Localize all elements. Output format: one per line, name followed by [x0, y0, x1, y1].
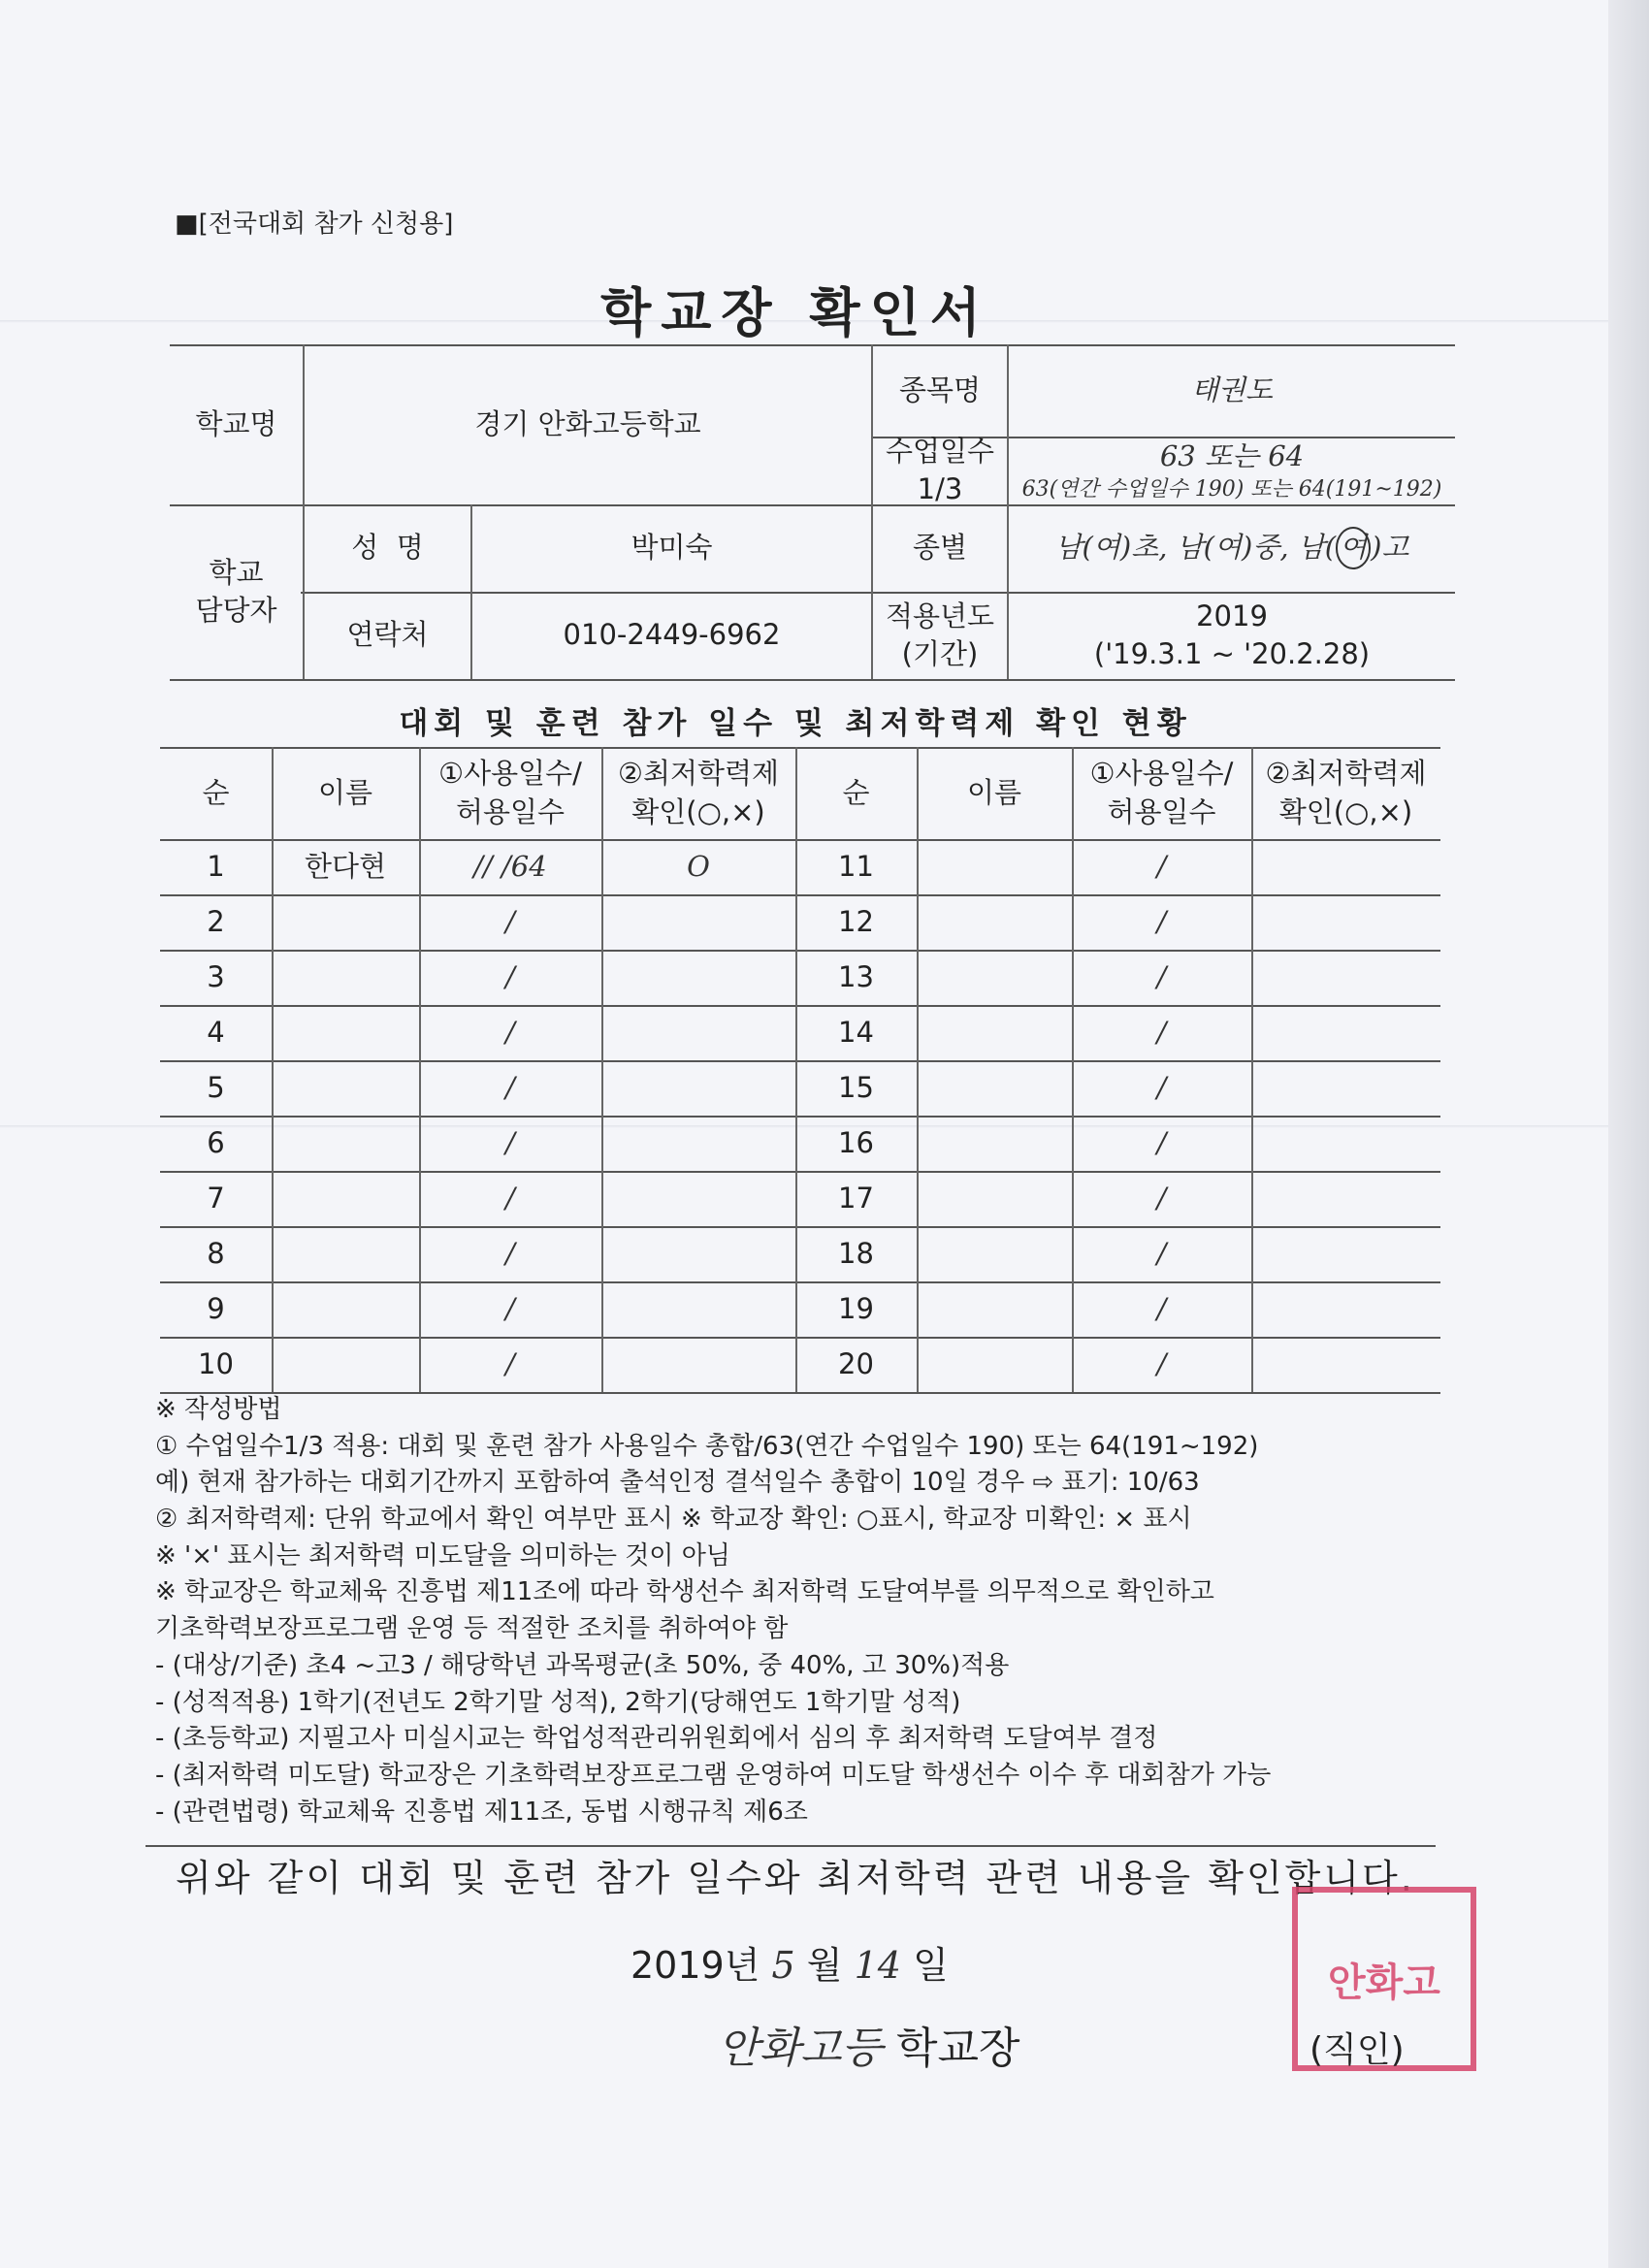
table-header-cell: ②최저학력제 확인(○,×): [1265, 757, 1427, 828]
table-cell-name: [917, 1005, 1072, 1060]
table-cell-no: 5: [207, 1070, 225, 1104]
table-cell-days: /: [505, 959, 515, 993]
table-header-cell: 이름: [966, 775, 1022, 809]
note-line: - (초등학교) 지필고사 미실시교는 학업성적관리위원회에서 심의 후 최저학력 도달여부 결정: [155, 1724, 1158, 1754]
table-header-cell: ②최저학력제 확인(○,×): [617, 757, 780, 828]
table-cell-name: [272, 1171, 419, 1226]
table-header-cell: ①사용일수/ 허용일수: [438, 757, 582, 828]
table-cell-name: [917, 1116, 1072, 1171]
note-line: ※ '×' 표시는 최저학력 미도달을 의미하는 것이 아님: [155, 1540, 730, 1571]
classdays-label: [873, 434, 1007, 505]
school-handwritten: 안화고등: [718, 2024, 884, 2073]
manager-label: 학교 담당자: [195, 555, 277, 627]
table-cell-name: [272, 1116, 419, 1171]
table-header-cell: 순: [202, 775, 230, 809]
classdays-label-1: 수업일수: [885, 434, 995, 468]
gender-label: 종별: [912, 531, 968, 565]
table-cell-days: /: [1156, 959, 1167, 993]
notes-divider: [146, 1845, 1436, 1847]
principal-title: 학교장: [896, 2024, 1020, 2073]
table-cell-name: [917, 839, 1072, 894]
note-line: - (관련법령) 학교체육 진흥법 제11조, 동법 시행규칙 제6조: [155, 1797, 808, 1827]
sport-value: 태권도: [1190, 373, 1274, 406]
table-cell-days: /: [505, 1015, 515, 1049]
table-cell-no: 20: [838, 1346, 874, 1380]
table-cell-days: /: [505, 1346, 515, 1380]
table-cell-days: /: [505, 1181, 515, 1215]
table-cell-no: 15: [838, 1070, 874, 1104]
contact-label: 연락처: [346, 618, 429, 652]
date-month-unit: 월: [806, 1944, 843, 1987]
table-cell-name: [917, 1226, 1072, 1281]
table-cell-check: [601, 1116, 795, 1171]
table-cell-name: [272, 950, 419, 1005]
table-cell-check: [601, 950, 795, 1005]
table-cell-name: [917, 1281, 1072, 1337]
table-cell-check: [601, 1005, 795, 1060]
gender-value-b: )고: [1371, 531, 1409, 565]
school-label: 학교명: [195, 406, 277, 440]
table-cell-name: [272, 1005, 419, 1060]
table-cell-no: 4: [207, 1015, 225, 1049]
note-line: - (대상/기준) 초4 ~고3 / 해당학년 과목평균(초 50%, 중 40%, 고 30%)적용: [155, 1650, 1010, 1680]
table-cell-no: 8: [207, 1236, 225, 1270]
table-cell-check: O: [687, 849, 710, 883]
table-cell-days: /: [1156, 1291, 1167, 1325]
date-day: 14: [854, 1944, 901, 1987]
note-line: ① 수업일수1/3 적용: 대회 및 훈련 참가 사용일수 총합/63(연간 수업일수 190) 또는 64(191~192): [155, 1431, 1259, 1461]
table-cell-name: [272, 894, 419, 950]
table-cell-days: /: [1156, 1346, 1167, 1380]
table-cell-no: 1: [207, 849, 225, 883]
table-cell-name: [917, 1337, 1072, 1392]
table-cell-check: [1251, 1337, 1440, 1392]
table-cell-name: [917, 950, 1072, 1005]
table-header-cell: ①사용일수/ 허용일수: [1089, 757, 1234, 828]
table-cell-check: [1251, 1171, 1440, 1226]
date-month: 5: [771, 1944, 795, 1987]
seal-label: (직인): [1310, 2030, 1405, 2070]
table-cell-check: [1251, 894, 1440, 950]
note-line: - (성적적용) 1학기(전년도 2학기말 성적), 2학기(당해연도 1학기말 성적): [155, 1687, 961, 1717]
table-cell-check: [1251, 1116, 1440, 1171]
table-cell-name: [272, 1060, 419, 1116]
table-cell-days: /: [1156, 1125, 1167, 1159]
note-line: 기초학력보장프로그램 운영 등 적절한 조치를 취하여야 함: [155, 1614, 789, 1644]
table-cell-no: 18: [838, 1236, 874, 1270]
sport-label: 종목명: [898, 373, 982, 406]
table-cell-no: 3: [207, 959, 225, 993]
table-cell-days: /: [505, 1070, 515, 1104]
table-cell-no: 16: [838, 1125, 874, 1159]
table-cell-check: [601, 1171, 795, 1226]
table-cell-name: [272, 1337, 419, 1392]
table-cell-name: [272, 1226, 419, 1281]
table-cell-name: [917, 894, 1072, 950]
closing-statement: 위와 같이 대회 및 훈련 참가 일수와 최저학력 관련 내용을 확인합니다.: [176, 1857, 1415, 1899]
table-cell-check: [601, 894, 795, 950]
classdays-value-1: 63 또는 64: [1159, 438, 1305, 472]
year-value: [1009, 592, 1455, 679]
table-cell-no: 19: [838, 1291, 874, 1325]
school-value: 경기 안화고등학교: [474, 406, 701, 440]
table-cell-no: 6: [207, 1125, 225, 1159]
year-value-2: ('19.3.1 ~ '20.2.28): [1093, 637, 1371, 670]
note-line: - (최저학력 미도달) 학교장은 기초학력보장프로그램 운영하여 미도달 학생선수 이수 후 대회참가 가능: [155, 1760, 1272, 1790]
table-cell-days: /: [1156, 1181, 1167, 1215]
table-cell-no: 2: [207, 904, 225, 938]
table-header-cell: 순: [842, 775, 870, 809]
table-cell-days: /: [1156, 1070, 1167, 1104]
name-label: 성 명: [351, 531, 424, 565]
table-cell-no: 11: [838, 849, 874, 883]
table-cell-no: 17: [838, 1181, 874, 1215]
gender-value-a: 남(여)초, 남(여)중, 남(: [1054, 531, 1337, 565]
table-cell-no: 13: [838, 959, 874, 993]
table-cell-name: 한다현: [304, 849, 387, 883]
table-cell-check: [601, 1226, 795, 1281]
note-line: 예) 현재 참가하는 대회기간까지 포함하여 출석인정 결석일수 총합이 10일 경우 ⇨ 표기: 10/63: [155, 1468, 1200, 1498]
signature-date: [630, 1935, 949, 1989]
table-cell-check: [1251, 1005, 1440, 1060]
table-cell-check: [1251, 1281, 1440, 1337]
table-cell-no: 14: [838, 1015, 874, 1049]
table-cell-no: 12: [838, 904, 874, 938]
table-cell-no: 7: [207, 1181, 225, 1215]
table-cell-name: [917, 1060, 1072, 1116]
table-cell-days: /: [1156, 1236, 1167, 1270]
table-cell-days: /: [1156, 849, 1167, 883]
note-line: ※ 작성방법: [155, 1395, 282, 1424]
table-header-cell: 이름: [317, 775, 373, 809]
year-label: 적용년도 (기간): [885, 599, 995, 670]
classdays-value: [1009, 437, 1455, 504]
contact-value: 010-2449-6962: [563, 618, 781, 652]
table-cell-no: 10: [198, 1346, 234, 1380]
section-title: 대회 및 훈련 참가 일수 및 최저학력제 확인 현황: [399, 706, 1192, 741]
official-seal: 안화고: [1292, 1887, 1476, 2071]
table-cell-days: /: [505, 1291, 515, 1325]
table-cell-days: /: [1156, 904, 1167, 938]
table-cell-check: [1251, 839, 1440, 894]
table-cell-days: /: [505, 1125, 515, 1159]
table-cell-check: [1251, 950, 1440, 1005]
table-cell-name: [272, 1281, 419, 1337]
table-cell-name: [917, 1171, 1072, 1226]
principal-signature: [718, 2013, 1020, 2075]
date-day-unit: 일: [913, 1944, 949, 1987]
table-cell-check: [1251, 1060, 1440, 1116]
page-title: 학교장 확인서: [600, 282, 990, 343]
table-cell-days: /: [1156, 1015, 1167, 1049]
table-cell-check: [601, 1060, 795, 1116]
scan-edge: [1608, 0, 1649, 2268]
date-year: 2019년: [630, 1944, 760, 1987]
table-cell-days: /: [505, 904, 515, 938]
table-cell-days: /: [505, 1236, 515, 1270]
instructions: [155, 1392, 1455, 1831]
table-cell-check: [1251, 1226, 1440, 1281]
info-border-bottom: [170, 679, 1455, 681]
table-cell-no: 9: [207, 1291, 225, 1325]
classdays-value-2: 63(연간 수업일수 190) 또는 64(191~192): [1021, 476, 1442, 502]
note-line: ※ 학교장은 학교체육 진흥법 제11조에 따라 학생선수 최저학력 도달여부를 의무적으로 확인하고: [155, 1577, 1214, 1607]
table-cell-days: // /64: [473, 849, 547, 883]
table-cell-check: [601, 1281, 795, 1337]
gender-circled: 여: [1336, 527, 1371, 568]
gender-value: [1009, 504, 1455, 592]
classdays-label-2: 1/3: [917, 472, 963, 505]
table-cell-check: [601, 1337, 795, 1392]
year-value-1: 2019: [1196, 599, 1268, 632]
name-value: 박미숙: [630, 531, 713, 565]
note-line: ② 최저학력제: 단위 학교에서 확인 여부만 표시 ※ 학교장 확인: ○표시, 학교장 미확인: × 표시: [155, 1505, 1192, 1535]
form-tag: ■[전국대회 참가 신청용]: [175, 210, 454, 239]
